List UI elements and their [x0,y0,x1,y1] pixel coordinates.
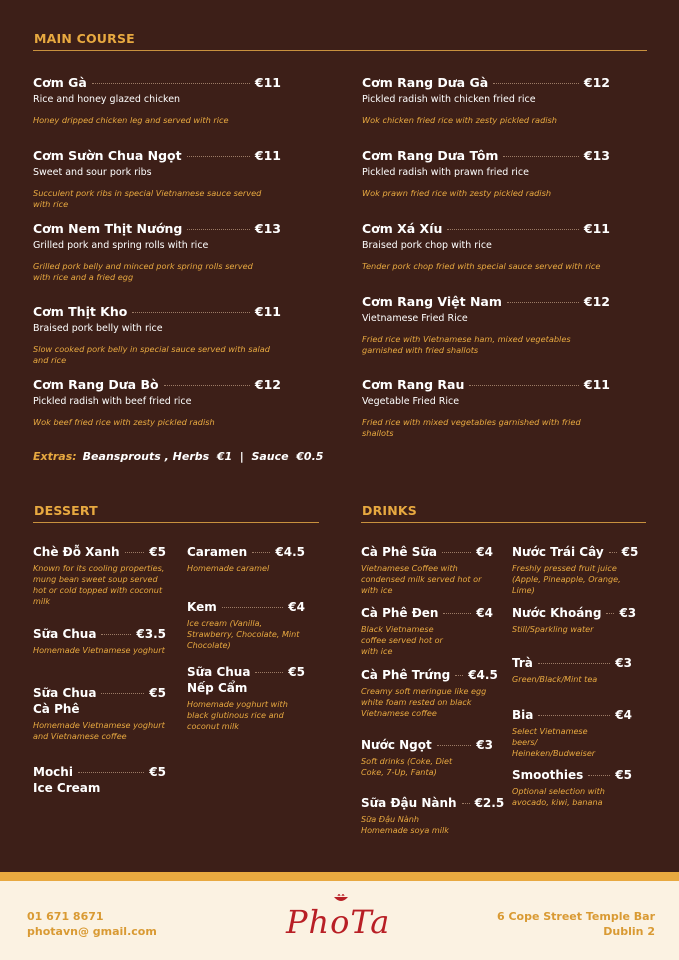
footer [0,872,679,960]
item-description: Fried rice with mixed vegetables garnished with fried shallots [362,417,581,438]
menu-item [512,768,632,808]
item-subtitle: Braised pork chop with rice [362,240,492,251]
menu-item [361,606,493,657]
item-name: Cơm Rang Việt Nam [362,294,502,309]
item-description: Honey dripped chicken leg and served with rice [33,115,229,125]
item-price: €3.5 [136,627,166,641]
menu-item [33,627,166,656]
item-subtitle: Rice and honey glazed chicken [33,94,181,105]
item-name-line2: Cà Phê [33,702,80,716]
leader-dots [443,613,471,614]
item-subtitle: Sweet and sour pork ribs [33,167,152,178]
item-name: Cơm Sườn Chua Ngọt [33,148,182,163]
item-description: Known for its cooling properties, mung bean sweet soup served hot or cold topped with coconut milk [33,563,165,606]
item-subtitle: Braised pork belly with rice [33,323,163,334]
item-description: Sữa Đậu Nành Homemade soya milk [361,814,449,835]
item-price: €5 [615,768,632,782]
item-price: €11 [254,148,281,163]
item-name: Cơm Nem Thịt Nướng [33,221,183,236]
item-price: €5 [621,545,639,559]
item-name: Sữa Chua [33,627,97,641]
item-price: €4.5 [468,668,498,682]
brand-logo: PhoTa [286,903,391,941]
item-name: Bia [512,708,534,722]
item-price: €12 [583,294,610,309]
item-name: Sữa Chua [33,686,97,700]
item-description: Soft drinks (Coke, Diet Coke, 7-Up, Fanta) [361,756,453,777]
item-description: Freshly pressed fruit juice (Apple, Pineapple, Orange, Lime) [512,563,621,595]
item-price: €12 [254,377,281,392]
item-description: Creamy soft meringue like egg white foam rested on black Vietnamese coffee [361,686,487,718]
menu-item [512,606,637,635]
item-name: Nước Khoáng [512,606,602,620]
item-name: Mochi [33,765,73,779]
item-name-line2: Nếp Cẩm [187,681,248,695]
item-name: Cơm Rang Dưa Bò [33,377,159,392]
item-name: Caramen [187,545,248,559]
item-name: Cơm Rang Rau [362,377,465,392]
extras-line [33,450,323,463]
menu-item [33,545,166,607]
extras-text: Beansprouts , Herbs €1 | Sauce €0.5 [82,450,324,463]
address [497,909,655,939]
menu-item [362,75,610,126]
leader-dots [609,552,617,553]
item-description: Slow cooked pork belly in special sauce served with salad and rice [33,344,270,365]
leader-dots [493,83,579,84]
leader-dots [255,672,283,673]
leader-dots [92,83,250,84]
item-name: Cơm Xá Xíu [362,221,443,236]
leader-dots [101,634,131,635]
leader-dots [507,302,579,303]
menu-item [361,668,498,719]
item-name: Sữa Chua [187,665,251,679]
item-name: Cơm Rang Dưa Tôm [362,148,499,163]
item-description: Fried rice with Vietnamese ham, mixed vegetables garnished with fried shallots [362,334,571,355]
item-description: Ice cream (Vanilla, Strawberry, Chocolate, Mint Chocolate) [187,618,300,650]
drinks-divider [361,522,646,523]
item-description: Tender pork chop fried with special sauce served with rice [362,261,601,271]
item-subtitle: Pickled radish with chicken fried rice [362,94,536,105]
item-description: Homemade Vietnamese yoghurt [33,645,165,655]
leader-dots [503,156,578,157]
item-description: Homemade Vietnamese yoghurt and Vietnamese coffee [33,720,165,741]
item-description: Homemade yoghurt with black glutinous rice and coconut milk [187,699,288,731]
menu-item [187,665,305,732]
item-price: €4 [476,606,493,620]
menu-item [361,738,493,778]
item-name: Nước Ngọt [361,738,432,752]
leader-dots [78,772,144,773]
menu-item [512,708,632,759]
item-description: Vietnamese Coffee with condensed milk served hot or with ice [361,563,482,595]
item-name: Cà Phê Sữa [361,545,438,559]
menu-item [362,221,610,272]
item-price: €12 [583,75,610,90]
extras-label: Extras: [33,450,77,463]
item-name: Cà Phê Trứng [361,668,451,682]
item-name: Cơm Thịt Kho [33,304,128,319]
menu-item [187,600,305,651]
item-price: €5 [149,545,166,559]
item-description: Homemade caramel [187,563,270,573]
item-price: €4.5 [275,545,305,559]
leader-dots [101,693,144,694]
item-description: Succulent pork ribs in special Vietnamese sauce served with rice [33,188,262,209]
leader-dots [437,745,472,746]
item-price: €13 [254,221,281,236]
drinks-title: DRINKS [362,503,418,518]
item-name: Kem [187,600,217,614]
item-price: €5 [288,665,305,679]
item-price: €4 [615,708,632,722]
item-description: Optional selection with avocado, kiwi, banana [512,786,605,807]
item-name: Cơm Gà [33,75,87,90]
dessert-title: DESSERT [34,503,98,518]
leader-dots [455,675,463,676]
address-line-2: Dublin 2 [603,925,655,938]
item-subtitle: Vegetable Fried Rice [362,396,460,407]
item-price: €5 [149,686,166,700]
leader-dots [606,613,614,614]
item-name: Trà [512,656,533,670]
menu-item [33,377,281,428]
menu-item [361,545,493,596]
item-price: €3 [615,656,632,670]
leader-dots [442,552,471,553]
main-course-title: MAIN COURSE [34,31,135,46]
item-description: Wok beef fried rice with zesty pickled radish [33,417,215,427]
leader-dots [538,663,610,664]
item-subtitle: Grilled pork and spring rolls with rice [33,240,209,251]
menu-item [362,148,610,199]
item-description: Still/Sparkling water [512,624,594,634]
item-price: €11 [583,377,610,392]
leader-dots [588,775,610,776]
leader-dots [447,229,579,230]
item-name: Cơm Rang Dưa Gà [362,75,489,90]
item-price: €4 [476,545,493,559]
email-address[interactable]: photavn@ gmail.com [27,925,157,938]
menu-item [33,765,166,795]
leader-dots [222,607,284,608]
item-price: €4 [288,600,305,614]
item-subtitle: Vietnamese Fried Rice [362,313,468,324]
item-price: €11 [583,221,610,236]
item-name-line2: Ice Cream [33,781,101,795]
item-subtitle: Pickled radish with prawn fried rice [362,167,529,178]
item-price: €5 [149,765,166,779]
dessert-divider [33,522,319,523]
item-price: €3 [619,606,637,620]
item-description: Select Vietnamese beers/ Heineken/Budweiser [512,726,596,758]
leader-dots [164,385,250,386]
menu-item [33,148,281,210]
menu-item [33,686,166,742]
item-description: Green/Black/Mint tea [512,674,598,684]
leader-dots [469,385,579,386]
leader-dots [132,312,250,313]
item-name: Cà Phê Đen [361,606,439,620]
menu-item [33,304,281,366]
leader-dots [252,552,270,553]
leader-dots [462,803,470,804]
phone-number[interactable]: 01 671 8671 [27,910,104,923]
item-price: €11 [254,75,281,90]
menu-item [512,545,639,596]
item-name: Chè Đỗ Xanh [33,545,120,559]
menu-item [33,75,281,126]
item-description: Grilled pork belly and minced pork spring rolls served with rice and a fried egg [33,261,253,282]
address-line-1: 6 Cope Street Temple Bar [496,910,655,923]
menu-item [512,656,632,685]
item-name: Smoothies [512,768,584,782]
item-name: Nước Trái Cây [512,545,604,559]
item-price: €11 [254,304,281,319]
menu-item [361,796,505,836]
leader-dots [187,156,250,157]
item-description: Black Vietnamese coffee served hot or with ice [361,624,443,656]
item-description: Wok prawn fried rice with zesty pickled radish [362,188,552,198]
item-name: Sữa Đậu Nành [361,796,457,810]
item-price: €13 [583,148,610,163]
item-price: €3 [476,738,493,752]
item-description: Wok chicken fried rice with zesty pickled radish [362,115,557,125]
menu-item [362,294,610,356]
main-course-divider [33,50,647,51]
menu-item [187,545,305,574]
menu-item [362,377,610,439]
menu-item [33,221,281,283]
leader-dots [125,552,145,553]
bowl-icon [333,893,349,903]
leader-dots [187,229,250,230]
leader-dots [538,715,610,716]
contact-info [27,909,157,939]
item-price: €2.5 [474,796,505,810]
item-subtitle: Pickled radish with beef fried rice [33,396,192,407]
